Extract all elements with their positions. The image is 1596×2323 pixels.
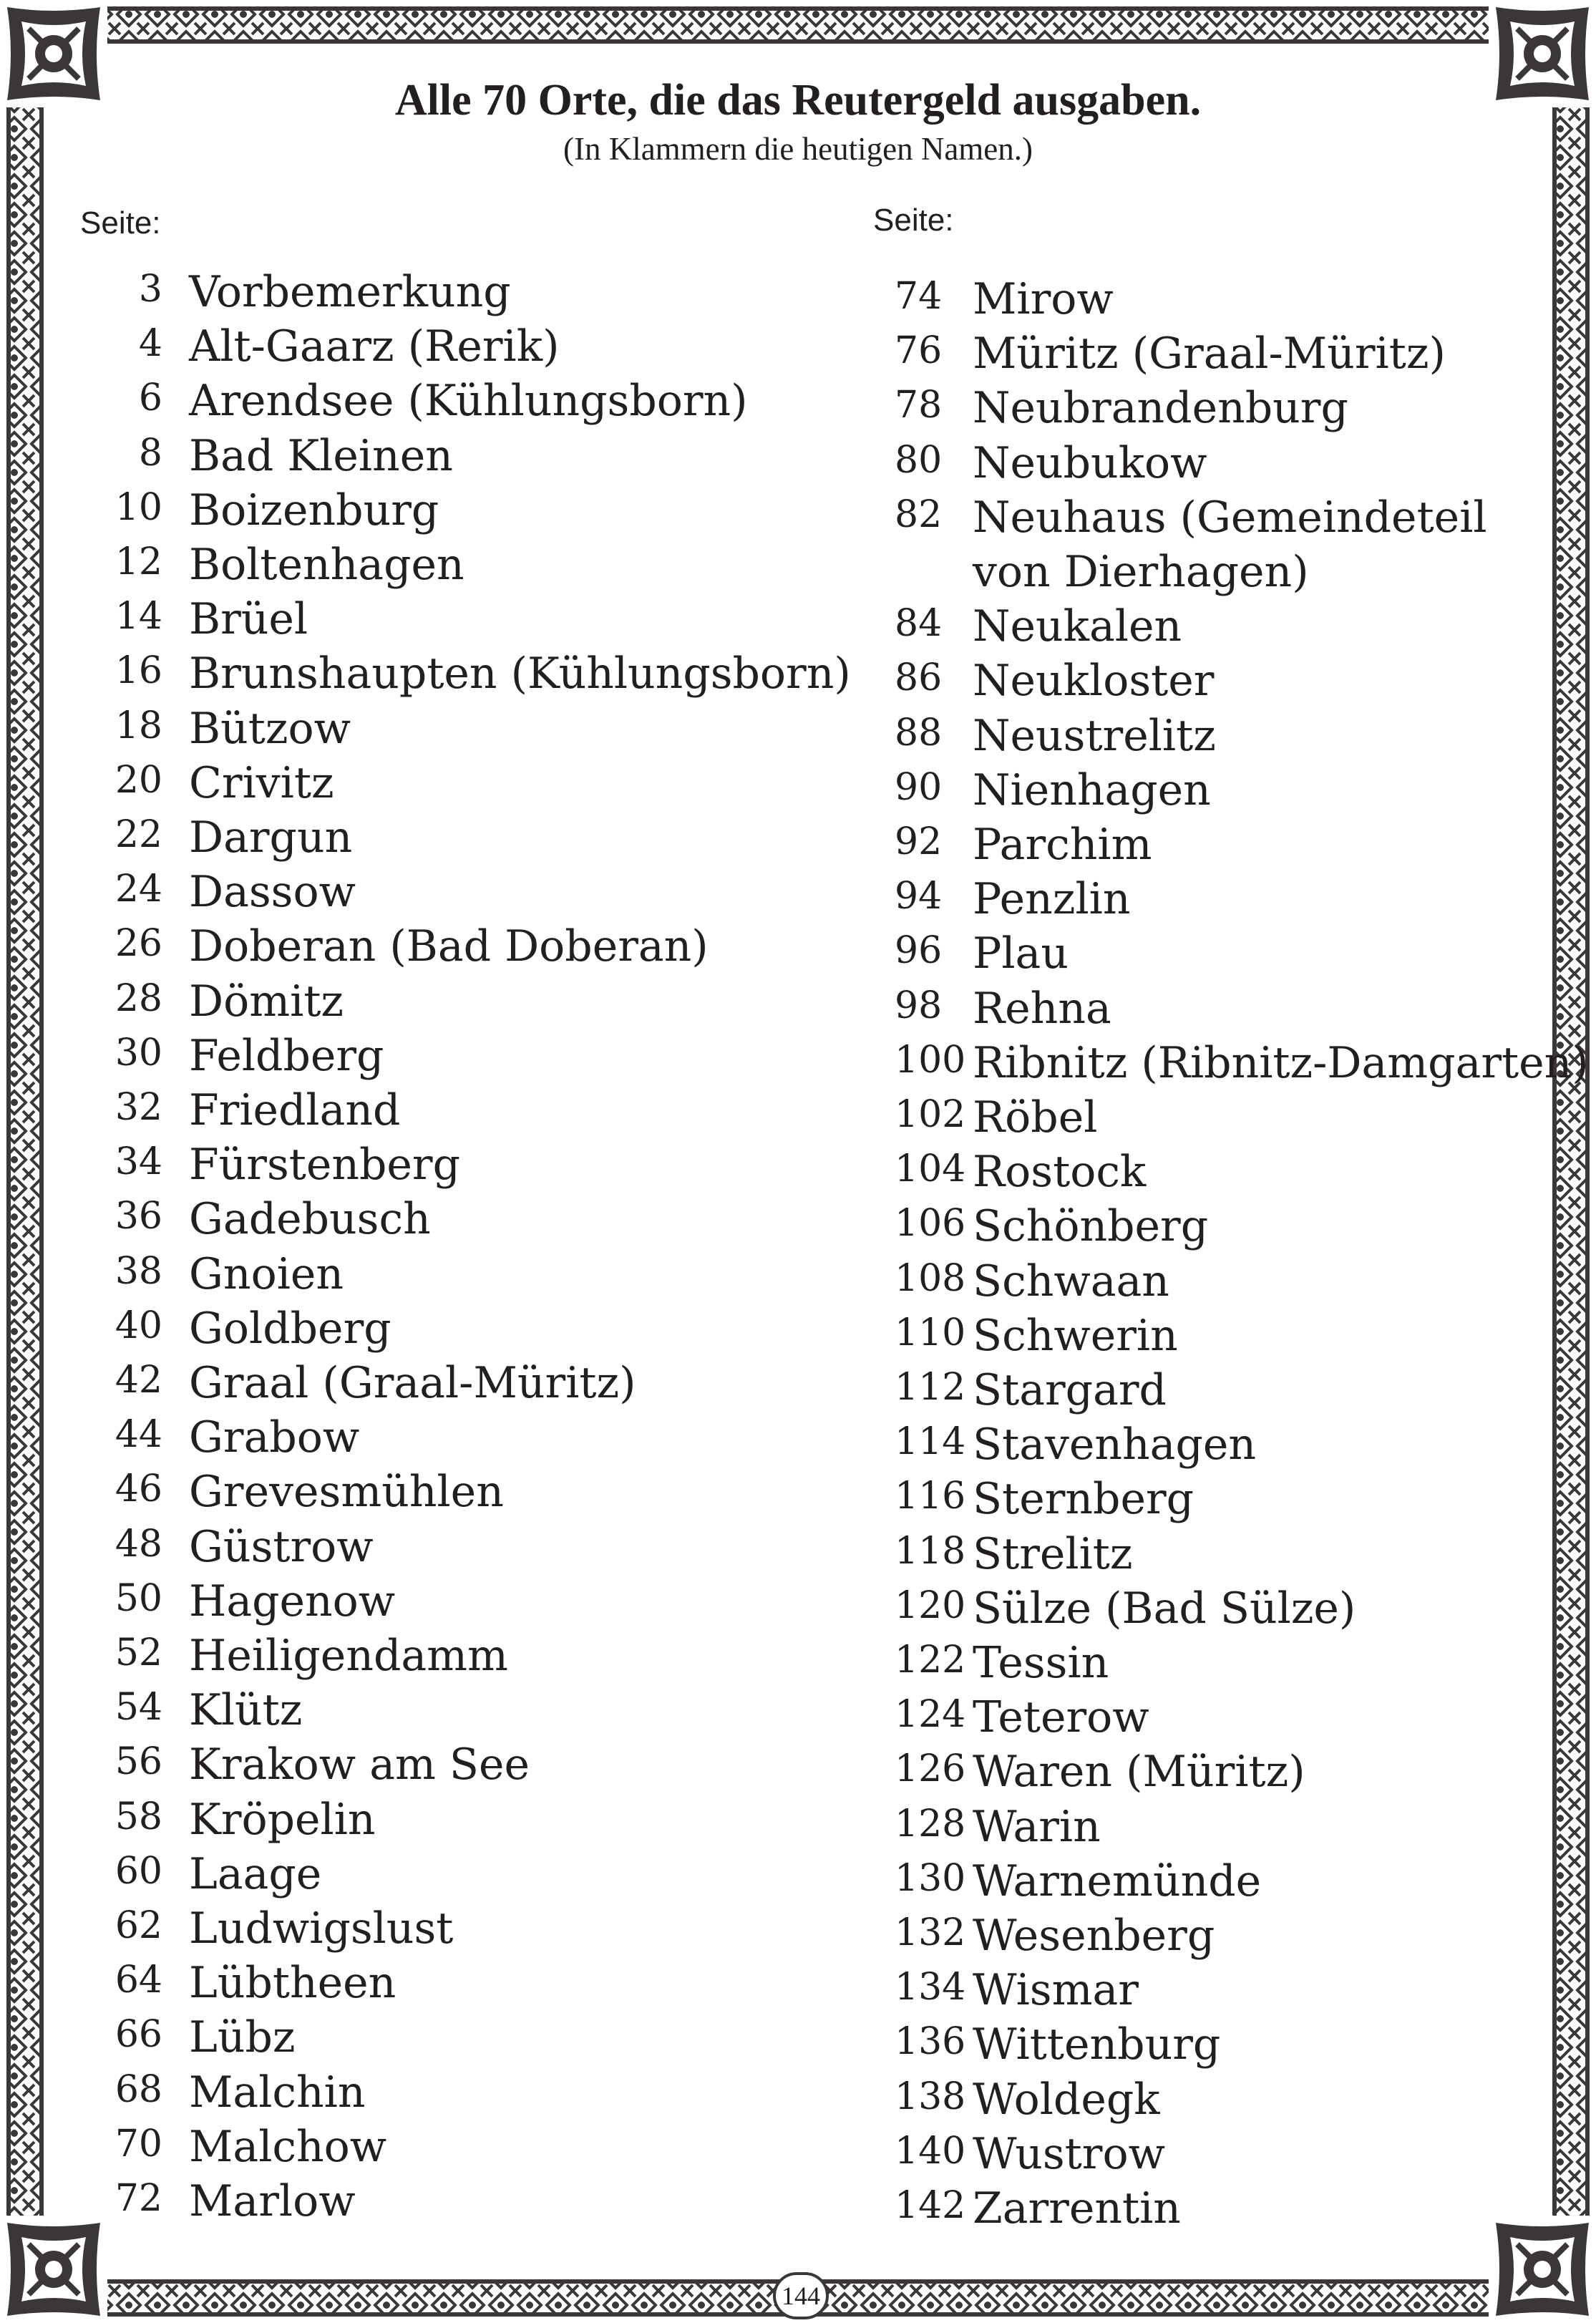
entry-page-number: 28: [115, 976, 162, 1020]
entry-place-name: Lübz: [189, 2012, 296, 2063]
entry-page-number: 32: [115, 1086, 162, 1129]
entry-page-number: 84: [895, 602, 943, 646]
entry-place-name: Boltenhagen: [189, 540, 464, 590]
entry-page-number: 22: [115, 813, 162, 856]
entry-place-name: Stavenhagen: [973, 1420, 1257, 1470]
entry-page-number: 92: [895, 820, 943, 863]
entry-page-number: 4: [138, 322, 162, 366]
seite-label-left: Seite:: [80, 205, 161, 241]
entry-place-name: Bützow: [189, 703, 351, 754]
entry-page-number: 130: [895, 1856, 966, 1900]
entry-place-name: Neubrandenburg: [973, 383, 1348, 434]
entry-place-name: von Dierhagen): [973, 547, 1309, 597]
entry-place-name: Schwerin: [973, 1310, 1178, 1361]
entry-place-name: Zarrentin: [973, 2183, 1181, 2234]
entry-place-name: Heiligendamm: [189, 1631, 508, 1681]
entry-page-number: 44: [115, 1413, 162, 1457]
entry-page-number: 132: [895, 1911, 966, 1954]
page-number: 144: [773, 2272, 829, 2319]
entry-page-number: 98: [895, 984, 943, 1027]
entry-place-name: Dömitz: [189, 976, 344, 1027]
entry-place-name: Arendsee (Kühlungsborn): [189, 376, 748, 427]
entry-page-number: 48: [115, 1522, 162, 1566]
entry-place-name: Nienhagen: [973, 765, 1211, 815]
entry-place-name: Friedland: [189, 1085, 401, 1135]
entry-place-name: Wustrow: [973, 2128, 1165, 2179]
entry-page-number: 100: [895, 1038, 966, 1082]
entry-page-number: 118: [895, 1529, 966, 1573]
entry-place-name: Vorbemerkung: [189, 267, 511, 317]
entry-place-name: Ludwigslust: [189, 1903, 454, 1954]
entry-place-name: Brüel: [189, 594, 308, 645]
entry-place-name: Teterow: [973, 1692, 1149, 1743]
entry-place-name: Neukloster: [973, 656, 1215, 707]
entry-place-name: Alt-Gaarz (Rerik): [189, 321, 560, 372]
entry-page-number: 122: [895, 1639, 966, 1682]
entry-page-number: 112: [895, 1366, 966, 1409]
entry-page-number: 104: [895, 1148, 966, 1191]
entry-place-name: Neuhaus (Gemeindeteil: [973, 492, 1487, 543]
entry-place-name: Güstrow: [189, 1521, 374, 1572]
entry-place-name: Rehna: [973, 983, 1111, 1034]
entry-page-number: 96: [895, 929, 943, 973]
entry-place-name: Tessin: [973, 1638, 1109, 1688]
entry-place-name: Grevesmühlen: [189, 1467, 504, 1518]
entry-page-number: 86: [895, 656, 943, 700]
entry-page-number: 20: [115, 758, 162, 802]
entry-page-number: 110: [895, 1311, 966, 1354]
entry-place-name: Plau: [973, 928, 1069, 979]
seite-label-right: Seite:: [873, 203, 954, 238]
entry-place-name: Wittenburg: [973, 2019, 1221, 2070]
entry-page-number: 10: [115, 485, 162, 529]
entry-place-name: Müritz (Graal-Müritz): [973, 329, 1446, 379]
entry-page-number: 38: [115, 1249, 162, 1293]
entry-place-name: Graal (Graal-Müritz): [189, 1358, 636, 1408]
entry-page-number: 78: [895, 384, 943, 427]
entry-page-number: 50: [115, 1576, 162, 1620]
entry-place-name: Malchin: [189, 2067, 366, 2118]
entry-place-name: Mirow: [973, 274, 1114, 324]
entry-place-name: Röbel: [973, 1092, 1098, 1143]
entry-place-name: Boizenburg: [189, 485, 439, 535]
entry-page-number: 90: [895, 765, 943, 809]
entry-place-name: Bad Kleinen: [189, 430, 453, 481]
entry-place-name: Hagenow: [189, 1576, 396, 1626]
entry-page-number: 80: [895, 438, 943, 482]
entry-page-number: 24: [115, 868, 162, 911]
entry-page-number: 58: [115, 1795, 162, 1838]
entry-place-name: Krakow am See: [189, 1740, 530, 1790]
entry-place-name: Woldegk: [973, 2074, 1160, 2125]
entry-place-name: Marlow: [189, 2176, 356, 2226]
entry-place-name: Warnemünde: [973, 1856, 1262, 1906]
entry-place-name: Wesenberg: [973, 1911, 1215, 1961]
entry-place-name: Wismar: [973, 1965, 1139, 2016]
entry-place-name: Schwaan: [973, 1256, 1169, 1306]
entry-place-name: Warin: [973, 1801, 1101, 1852]
entry-page-number: 72: [115, 2177, 162, 2220]
entry-place-name: Neustrelitz: [973, 710, 1216, 761]
entry-place-name: Gnoien: [189, 1248, 344, 1299]
entry-place-name: Strelitz: [973, 1528, 1133, 1579]
entry-page-number: 56: [115, 1740, 162, 1784]
entry-place-name: Brunshaupten (Kühlungsborn): [189, 649, 851, 699]
entry-page-number: 34: [115, 1140, 162, 1184]
entry-place-name: Waren (Müritz): [973, 1747, 1305, 1798]
entry-page-number: 46: [115, 1468, 162, 1511]
entry-page-number: 114: [895, 1420, 966, 1464]
entry-place-name: Lübtheen: [189, 1958, 396, 2009]
entry-place-name: Doberan (Bad Doberan): [189, 921, 709, 972]
entry-page-number: 6: [138, 377, 162, 420]
entry-page-number: 88: [895, 711, 943, 755]
page-subtitle: (In Klammern die heutigen Namen.): [563, 131, 1033, 167]
entry-page-number: 70: [115, 2122, 162, 2166]
entry-page-number: 126: [895, 1747, 966, 1791]
entry-place-name: Malchow: [189, 2121, 387, 2172]
entry-place-name: Dargun: [189, 813, 353, 863]
entry-page-number: 116: [895, 1475, 966, 1518]
entry-place-name: Parchim: [973, 820, 1152, 870]
entry-page-number: 128: [895, 1802, 966, 1846]
entry-place-name: Kröpelin: [189, 1794, 376, 1845]
entry-page-number: 3: [138, 268, 162, 311]
entry-page-number: 120: [895, 1584, 966, 1627]
entry-page-number: 60: [115, 1849, 162, 1893]
entry-page-number: 36: [115, 1195, 162, 1238]
entry-place-name: Stargard: [973, 1365, 1167, 1415]
entry-page-number: 106: [895, 1202, 966, 1246]
entry-page-number: 74: [895, 275, 943, 318]
entry-page-number: 18: [115, 704, 162, 747]
page-title: Alle 70 Orte, die das Reutergeld ausgaben.: [394, 76, 1202, 125]
entry-page-number: 62: [115, 1904, 162, 1947]
entry-page-number: 142: [895, 2184, 966, 2227]
entry-place-name: Schönberg: [973, 1201, 1209, 1252]
entry-place-name: Neubukow: [973, 437, 1207, 488]
entry-page-number: 82: [895, 493, 943, 536]
entry-page-number: 134: [895, 1966, 966, 2009]
entry-page-number: 102: [895, 1093, 966, 1136]
entry-page-number: 94: [895, 875, 943, 918]
entry-page-number: 8: [138, 431, 162, 475]
entry-place-name: Ribnitz (Ribnitz-Damgarten): [973, 1037, 1589, 1088]
entry-place-name: Crivitz: [189, 757, 334, 808]
entry-page-number: 30: [115, 1031, 162, 1075]
entry-page-number: 26: [115, 922, 162, 966]
entry-place-name: Penzlin: [973, 874, 1131, 925]
entry-page-number: 16: [115, 649, 162, 693]
entry-page-number: 40: [115, 1304, 162, 1347]
entry-place-name: Gadebusch: [189, 1194, 431, 1245]
entry-page-number: 64: [115, 1959, 162, 2002]
entry-page-number: 66: [115, 2013, 162, 2057]
entry-place-name: Sternberg: [973, 1474, 1194, 1525]
entry-page-number: 136: [895, 2020, 966, 2064]
entry-place-name: Laage: [189, 1848, 322, 1899]
entry-page-number: 140: [895, 2129, 966, 2173]
entry-place-name: Sülze (Bad Sülze): [973, 1583, 1356, 1634]
entry-page-number: 68: [115, 2067, 162, 2111]
entry-place-name: Goldberg: [189, 1303, 391, 1354]
entry-page-number: 12: [115, 540, 162, 583]
entry-page-number: 14: [115, 595, 162, 639]
entry-page-number: 54: [115, 1686, 162, 1730]
entry-place-name: Klütz: [189, 1685, 303, 1736]
entry-place-name: Feldberg: [189, 1030, 384, 1081]
entry-page-number: 52: [115, 1631, 162, 1674]
entry-page-number: 76: [895, 329, 943, 373]
entry-page-number: 108: [895, 1256, 966, 1300]
entry-page-number: 138: [895, 2075, 966, 2118]
entry-place-name: Neukalen: [973, 601, 1182, 652]
entry-page-number: 42: [115, 1359, 162, 1402]
entry-place-name: Rostock: [973, 1147, 1147, 1198]
entry-place-name: Fürstenberg: [189, 1140, 461, 1190]
entry-place-name: Dassow: [189, 867, 356, 918]
entry-page-number: 124: [895, 1693, 966, 1737]
entry-place-name: Grabow: [189, 1412, 360, 1463]
